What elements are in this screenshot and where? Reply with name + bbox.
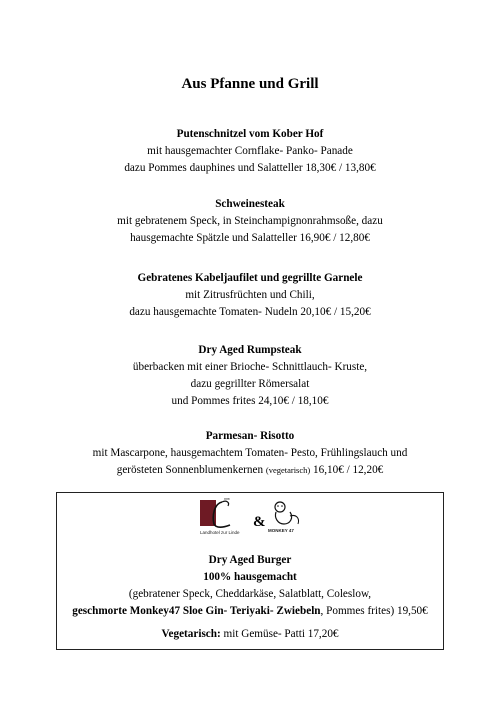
dish-name: Dry Aged Burger bbox=[208, 554, 292, 566]
dish-description: mit Zitrusfrüchten und Chili, bbox=[185, 289, 315, 301]
monkey47-logo bbox=[268, 498, 304, 538]
dish-description: dazu hausgemachte Tomaten- Nudeln 20,10€ / 15,20€ bbox=[129, 306, 371, 318]
dish-description: überbacken mit einer Brioche- Schnittlauch- Kruste, bbox=[132, 361, 368, 373]
dish-description: mit hausgemachter Cornflake- Panko- Panade bbox=[147, 145, 353, 157]
dish-burger bbox=[0, 552, 500, 620]
menu-title: Aus Pfanne und Grill bbox=[181, 76, 319, 92]
dish-kabeljaufilet bbox=[0, 270, 500, 321]
logo-row bbox=[0, 498, 500, 538]
dish-description: dazu Pommes dauphines und Salatteller 18,30€ / 13,80€ bbox=[124, 162, 376, 174]
dish-subtitle: 100% hausgemacht bbox=[203, 571, 297, 583]
landhotel-logo bbox=[200, 498, 242, 538]
dish-schweinesteak bbox=[0, 196, 500, 247]
dish-description bbox=[0, 603, 500, 620]
dish-description: und Pommes frites 24,10€ / 18,10€ bbox=[171, 395, 329, 407]
dish-name: Parmesan- Risotto bbox=[205, 430, 295, 442]
dish-description: mit Mascarpone, hausgemachtem Tomaten- Pesto, Frühlingslauch und bbox=[92, 447, 408, 459]
monkey-icon bbox=[268, 498, 304, 528]
logo-left-text: Landhotel zur Linde bbox=[200, 530, 240, 535]
vegetarian-option bbox=[0, 626, 500, 643]
logo-stars: *** bbox=[224, 498, 230, 504]
vegetarian-note: (vegetarisch) bbox=[265, 465, 311, 475]
vegetarian-label: Vegetarisch: bbox=[161, 628, 221, 640]
dish-description: (gebratener Speck, Cheddarkäse, Salatblatt, Coleslow, bbox=[128, 588, 372, 600]
vegetarian-text: mit Gemüse- Patti 17,20€ bbox=[220, 628, 339, 640]
risotto-desc-part: gerösteten Sonnenblumenkernen bbox=[116, 464, 266, 476]
vegetarian-line bbox=[0, 626, 500, 643]
ampersand: & bbox=[253, 514, 266, 530]
dish-name: Dry Aged Rumpsteak bbox=[198, 344, 302, 356]
burger-price: , Pommes frites) 19,50€ bbox=[320, 605, 428, 617]
dish-description: mit gebratenem Speck, in Steinchampignonrahmsoße, dazu bbox=[117, 215, 383, 227]
risotto-price: 16,10€ / 12,20€ bbox=[310, 464, 384, 476]
logo-right-text: MONKEY 47 bbox=[268, 528, 294, 533]
dish-name: Putenschnitzel vom Kober Hof bbox=[176, 128, 324, 140]
dish-name: Schweinesteak bbox=[215, 198, 285, 210]
burger-highlight: geschmorte Monkey47 Sloe Gin- Teriyaki- Zwiebeln bbox=[72, 605, 321, 617]
dish-risotto bbox=[0, 428, 500, 479]
dish-putenschnitzel bbox=[0, 126, 500, 177]
dish-description: hausgemachte Spätzle und Salatteller 16,90€ / 12,80€ bbox=[130, 232, 370, 244]
dish-name: Gebratenes Kabeljaufilet und gegrillte Garnele bbox=[137, 272, 363, 284]
dish-description: dazu gegrillter Römersalat bbox=[190, 378, 310, 390]
dish-description bbox=[0, 462, 500, 479]
dish-rumpsteak bbox=[0, 342, 500, 410]
